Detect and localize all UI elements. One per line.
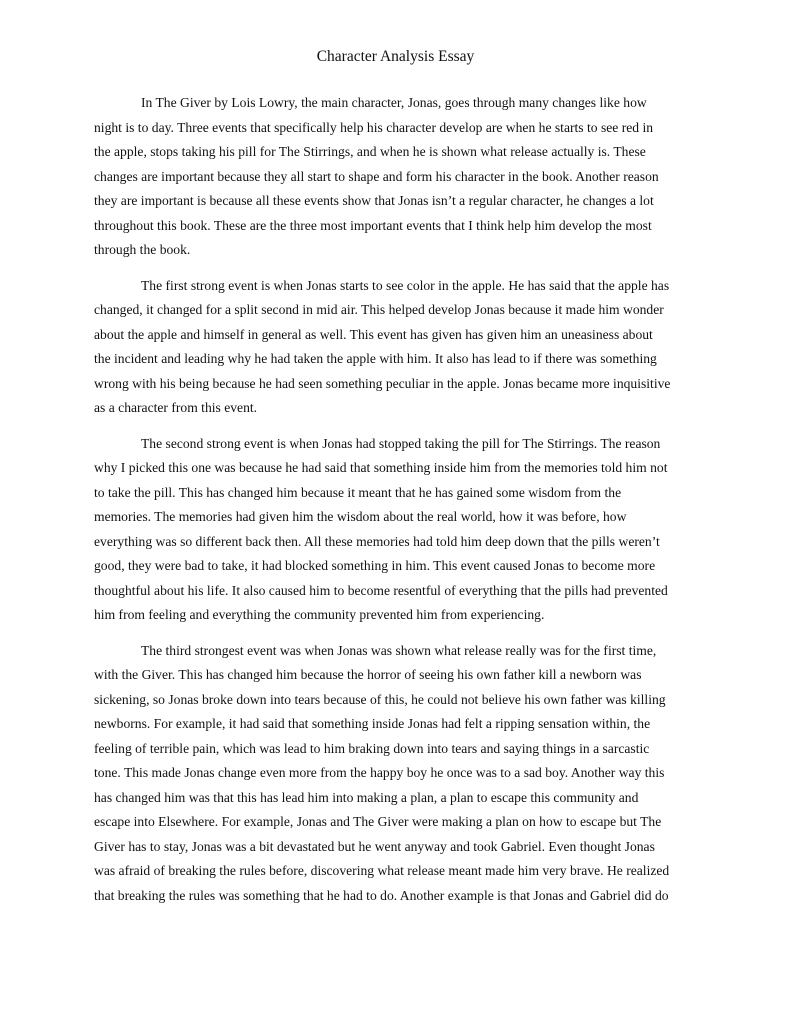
paragraph-line: wrong with his being because he had seen something peculiar in the apple. Jonas became more inquisitive	[94, 375, 671, 391]
paragraph-line: feeling of terrible pain, which was lead to him braking down into tears and saying things in a sarcastic	[94, 740, 650, 756]
paragraph-line: why I picked this one was because he had said that something inside him from the memories told him not	[94, 460, 668, 475]
paragraph-line: sickening, so Jonas broke down into tears because of this, he could not believe his own father was killing	[94, 691, 666, 707]
paragraph-line: night is to day. Three events that specifically help his character develop are when he starts to see red in	[94, 119, 654, 135]
paragraph-line: everything was so different back then. All these memories had told him deep down that the pills weren’t	[94, 533, 660, 549]
paragraph-line: with the Giver. This has changed him because the horror of seeing his own father kill a newborn was	[94, 667, 642, 682]
paragraph-line: In The Giver by Lois Lowry, the main character, Jonas, goes through many changes like how	[141, 95, 647, 110]
paragraph-line: throughout this book. These are the three most important events that I think help him develop the most	[94, 217, 652, 233]
paragraph-line: through the book.	[94, 242, 191, 257]
paragraph-line: changed, it changed for a split second in mid air. This helped develop Jonas because it made him wonder	[94, 302, 664, 317]
paragraph-line: changes are important because they all start to shape and form his character in the book. Another reason	[94, 168, 659, 184]
paragraph-line: to take the pill. This has changed him because it meant that he has gained some wisdom from the	[94, 484, 622, 500]
paragraph-line: that breaking the rules was something that he had to do. Another example is that Jonas and Gabriel did do	[94, 887, 669, 903]
paragraph-line: has changed him was that this has lead him into making a plan, a plan to escape this community and	[94, 789, 639, 805]
paragraph-line: the incident and leading why he had taken the apple with him. It also has lead to if there was something	[94, 351, 657, 366]
paragraph-line: Giver has to stay, Jonas was a bit devastated but he went anyway and took Gabriel. Even thought Jonas	[94, 838, 655, 854]
paragraph-intro	[94, 91, 700, 263]
paragraph-line: the apple, stops taking his pill for The Stirrings, and when he is shown what release actually is. These	[94, 144, 646, 159]
paragraph-line: The third strongest event was when Jonas was shown what release really was for the first time,	[141, 642, 657, 658]
paragraph-line: tone. This made Jonas change even more from the happy boy he once was to a sad boy. Another way this	[94, 765, 665, 780]
paragraph-line: newborns. For example, it had said that something inside Jonas had felt a ripping sensation within, the	[94, 716, 651, 731]
paragraph-first-event	[94, 274, 700, 421]
paragraph-line: as a character from this event.	[94, 400, 258, 415]
paragraph-line: memories. The memories had given him the wisdom about the real world, how it was before, how	[94, 509, 627, 524]
paragraph-line: thoughtful about his life. It also caused him to become resentful of everything that the pills had prevented	[94, 582, 668, 598]
paragraph-line: him from feeling and everything the community prevented him from experiencing.	[94, 607, 545, 622]
paragraph-line: escape into Elsewhere. For example, Jonas and The Giver were making a plan on how to escape but The	[94, 814, 662, 829]
essay-body	[94, 91, 700, 919]
paragraph-line: about the apple and himself in general as well. This event has given has given him an uneasiness about	[94, 326, 653, 342]
paragraph-second-event	[94, 432, 700, 628]
paragraph-line: was afraid of breaking the rules before, discovering what release meant made him very brave. He realized	[94, 863, 670, 878]
paragraph-line: good, they were bad to take, it had blocked something in him. This event caused Jonas to become more	[94, 558, 656, 573]
essay-title: Character Analysis Essay	[316, 48, 475, 65]
paragraph-line: The first strong event is when Jonas starts to see color in the apple. He has said that the apple has	[141, 277, 670, 293]
paragraph-third-event	[94, 639, 700, 909]
paragraph-line: The second strong event is when Jonas had stopped taking the pill for The Stirrings. The reason	[141, 435, 661, 451]
paragraph-line: they are important is because all these events show that Jonas isn’t a regular character, he changes a lot	[94, 193, 654, 208]
